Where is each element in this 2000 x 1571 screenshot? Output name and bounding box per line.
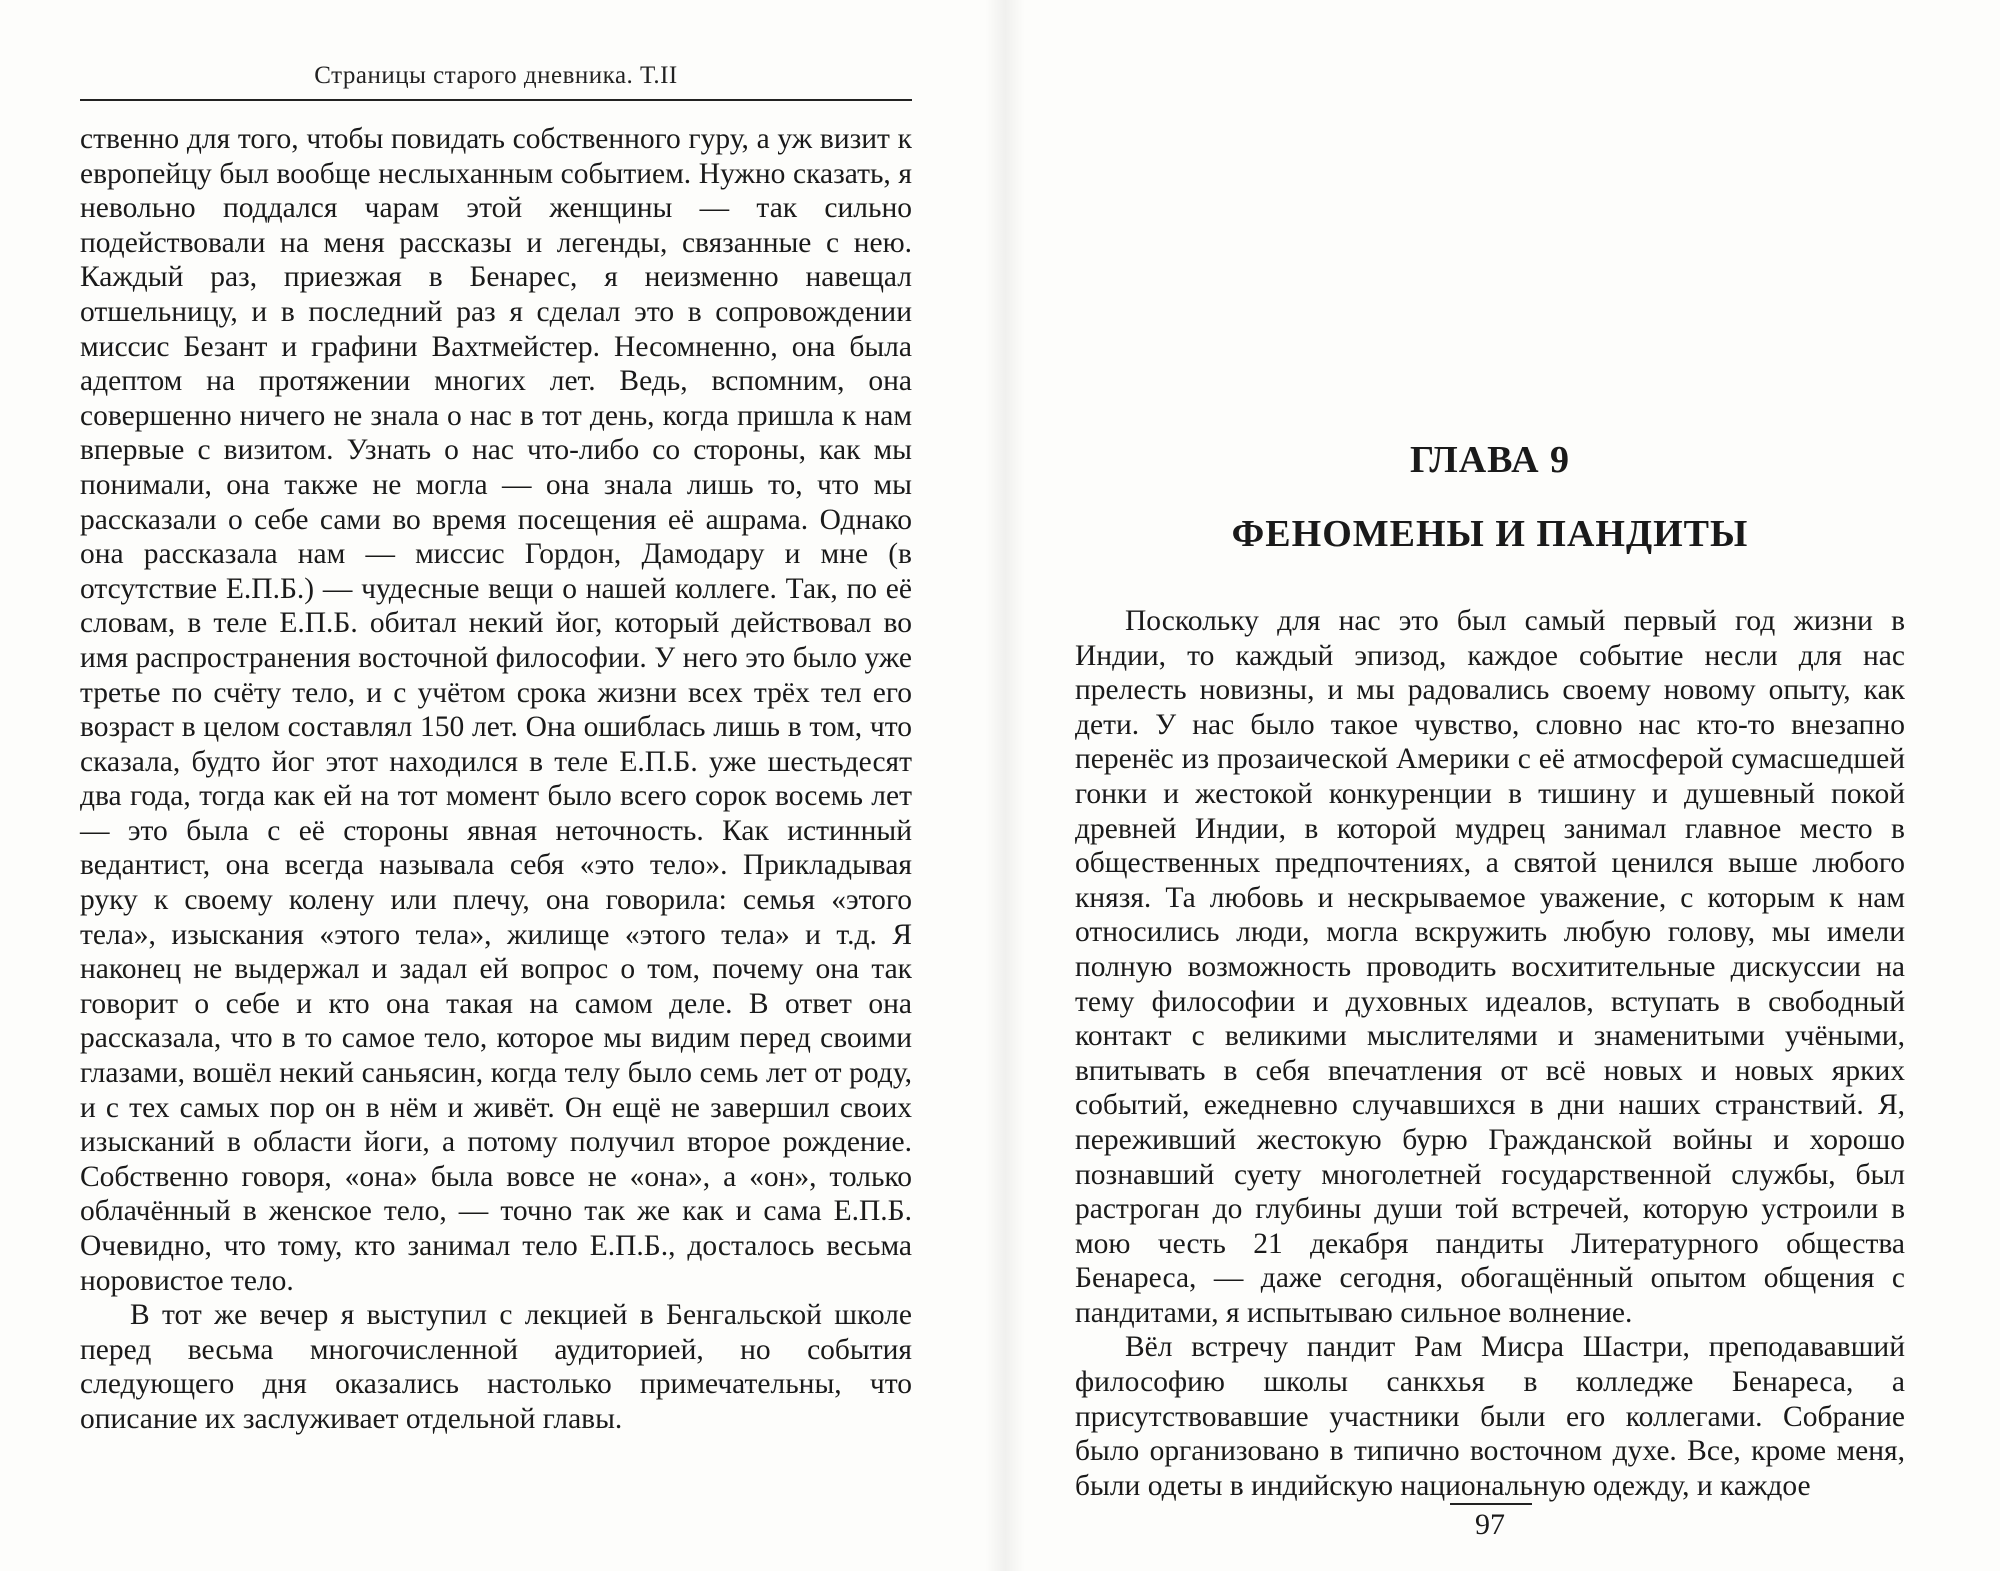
running-head-rule xyxy=(80,99,912,101)
right-paragraph-1: Поскольку для нас это был самый первый год жизни в Индии, то каждый эпизод, каждое событие несли для нас прелесть новизны, и мы радовались своему новому опыту, как дети. У нас было такое чувство, словно нас кто-то внезапно перенёс из прозаической Америки с её атмосферой сумасшедшей гонки и жестокой конкуренции в тишину и душевный покой древней Индии, в которой мудрец занимал главное место в общественных предпочтениях, а святой ценился выше любого князя. Та любовь и нескрываемое уважение, с которым к нам относились люди, могла вскружить любую голову, мы имели полную возможность проводить восхитительные дискуссии на тему философии и духовных идеалов, вступать в свободный контакт с великими мыслителями и знаменитыми учёными, впитывать в себя впечатления от всё новых и новых ярких событий, ежедневно случавшихся в дни наших странствий. Я, переживший жестокую бурю Гражданской войны и хорошо познавший суету многолетней государственной службы, был растроган до глубины души той встречей, которую устроили в мою честь 21 декабря пандиты Литературного общества Бенареса, — даже сегодня, обогащённый опытом общения с пандитами, я испытываю сильное волнение. xyxy=(1075,605,1905,1329)
right-page-body xyxy=(1075,604,1905,1503)
book-gutter xyxy=(985,0,1025,1571)
page-number-rule xyxy=(1450,1503,1532,1505)
left-paragraph-2: В тот же вечер я выступил с лекцией в Бенгальской школе перед весьма многочисленной аудиторией, но события следующего дня оказались настолько примечательны, что описание их заслуживает отдельной главы. xyxy=(80,1299,912,1435)
chapter-number: ГЛАВА 9 xyxy=(1409,439,1571,481)
left-paragraph-1: ственно для того, чтобы повидать собственного гуру, а уж визит к европейцу был вообще неслыханным событием. Нужно сказать, я невольно поддался чарам этой женщины — так сильно подействовали на меня рассказы и легенды, связанные с нею. Каждый раз, приезжая в Бенарес, я неизменно навещал отшельницу, и в последний раз я сделал это в сопровождении миссис Безант и графини Вахтмейстер. Несомненно, она была адептом на протяжении многих лет. Ведь, вспомним, она совершенно ничего не знала о нас в тот день, когда пришла к нам впервые с визитом. Узнать о нас что-либо со стороны, как мы понимали, она также не могла — она знала лишь то, что мы рассказали о себе сами во время посещения её ашрама. Однако она рассказала нам — миссис Гордон, Дамодару и мне (в отсутствие Е.П.Б.) — чудесные вещи о нашей коллеге. Так, по её словам, в теле Е.П.Б. обитал некий йог, который действовал во имя распространения восточной философии. У него это было уже третье по счёту тело, и с учётом срока жизни всех трёх тел его возраст в целом составлял 150 лет. Она ошиблась лишь в том, что сказала, будто йог этот находился в теле Е.П.Б. уже шестьдесят два года, тогда как ей на тот момент было всего сорок восемь лет — это была с её стороны явная неточность. Как истинный ведантист, она всегда называла себя «это тело». Прикладывая руку к своему колену или плечу, она говорила: семья «этого тела», изыскания «этого тела», жилище «этого тела» и т.д. Я наконец не выдержал и задал ей вопрос о том, почему она так говорит о себе и кто она такая на самом деле. В ответ она рассказала, что в то самое тело, которое мы видим перед своими глазами, вошёл некий саньясин, когда телу было семь лет от роду, и с тех самых пор он в нём и живёт. Он ещё не завершил своих изысканий в области йоги, а потому получил второе рождение. Собственно говоря, «она» была вовсе не «она», а «он», только облачённый в женское тело, — точно так же как и сама Е.П.Б. Очевидно, что тому, кто занимал тело Е.П.Б., досталось весьма норовистое тело. xyxy=(80,123,912,1297)
right-paragraph-2: Вёл встречу пандит Рам Мисра Шастри, преподававший философию школы санкхья в колледже Бенареса, а присутствовавшие участники были его коллегами. Собрание было организовано в типично восточном духе. Все, кроме меня, были одеты в индийскую национальную одежду, и каждое xyxy=(1075,1331,1905,1502)
left-page xyxy=(80,0,912,1571)
left-page-body xyxy=(80,122,912,1437)
running-head: Страницы старого дневника. Т.II xyxy=(314,62,678,89)
chapter-title: ФЕНОМЕНЫ И ПАНДИТЫ xyxy=(1231,513,1749,555)
right-page xyxy=(1075,0,1905,1571)
page-number: 97 xyxy=(1475,1508,1505,1541)
